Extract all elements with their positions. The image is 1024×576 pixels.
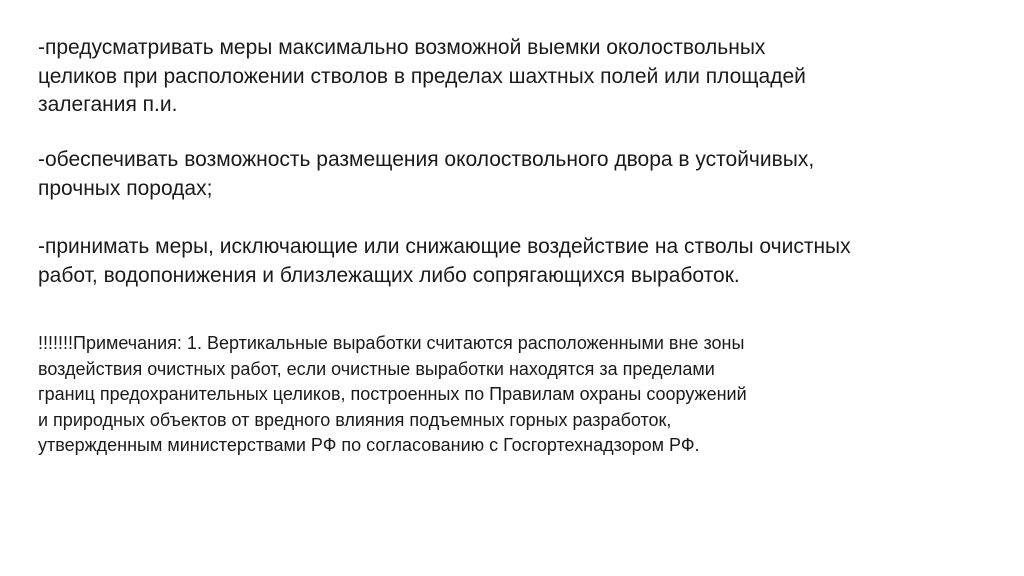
paragraph-protective-measures (38, 233, 998, 290)
text-line: -принимать меры, исключающие или снижающие воздействие на стволы очистных (38, 235, 851, 258)
text-line: целиков при расположении стволов в пределах шахтных полей или площадей (38, 64, 806, 88)
text-line: -обеспечивать возможность размещения околоствольного двора в устойчивых, (38, 148, 815, 171)
text-line: !!!!!!!Примечания: 1. Вертикальные выработки считаются расположенными вне зоны (38, 333, 745, 353)
text-line: воздействия очистных работ, если очистные выработки находятся за пределами (38, 358, 715, 379)
text-line: работ, водопонижения и близлежащих либо сопрягающихся выработок. (38, 263, 740, 287)
paragraph-notes (38, 331, 998, 459)
text-line: и природных объектов от вредного влияния подъемных горных разработок, (38, 409, 672, 430)
paragraph-shaft-yard (38, 146, 998, 203)
text-line: границ предохранительных целиков, построенных по Правилам охраны сооружений (38, 384, 747, 404)
text-line: прочных породах; (38, 176, 213, 200)
text-line: залегания п.и. (38, 93, 178, 116)
text-line: -предусматривать меры максимально возможной выемки околоствольных (38, 36, 766, 59)
paragraph-shaft-pillars (38, 34, 998, 120)
text-line: утвержденным министерствами РФ по согласованию с Госгортехнадзором РФ. (38, 435, 700, 455)
